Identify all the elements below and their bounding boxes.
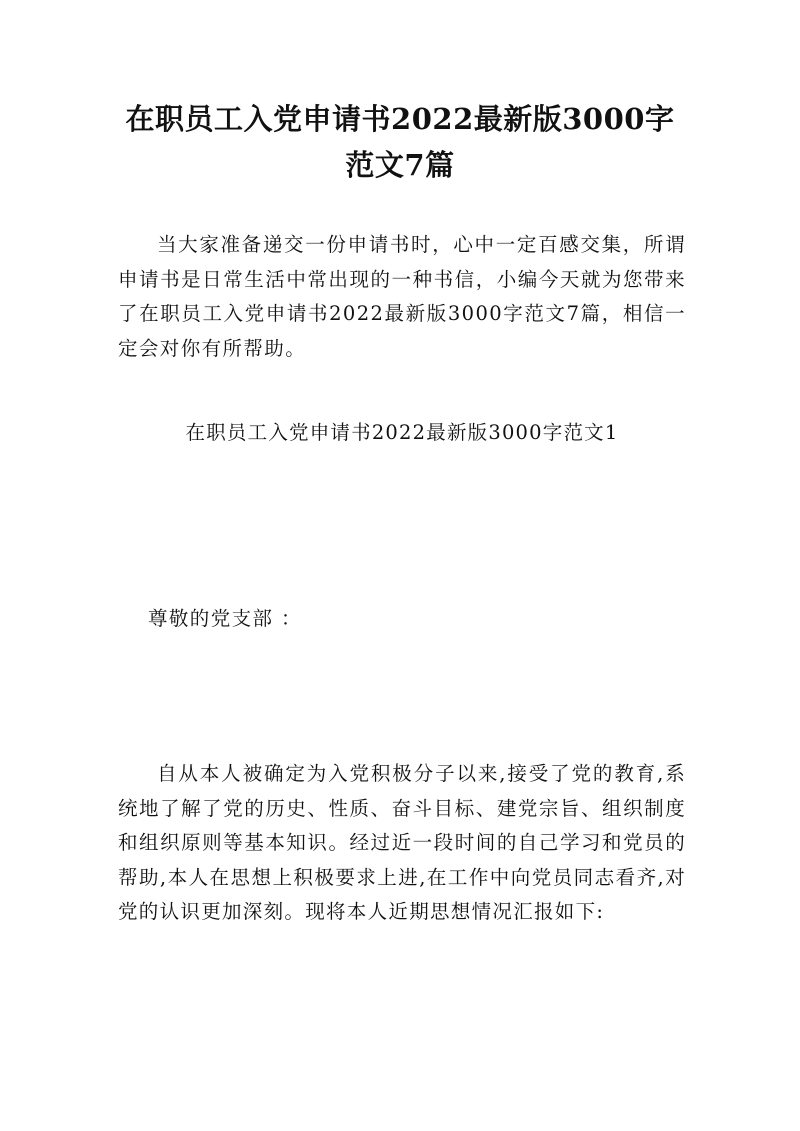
section-heading: 在职员工入党申请书2022最新版3000字范文1 [185, 421, 619, 444]
body-paragraph: 自从本人被确定为入党积极分子以来,接受了党的教育,系统地了解了党的历史、性质、奋斗目标、建党宗旨、组织制度和组织原则等基本知识。经过近一段时间的自己学习和党员的帮助,本人在思想上积极要求上进,在工作中向党员同志看齐,对党的认识更加深刻。现将本人近期思想情况汇报如下: [118, 762, 686, 923]
salutation: 尊敬的党支部 ： [148, 607, 302, 630]
document-title: 在职员工入党申请书2022最新版3000字范文7篇 [125, 102, 675, 182]
intro-paragraph: 当大家准备递交一份申请书时，心中一定百感交集，所谓申请书是日常生活中常出现的一种书信，小编今天就为您带来了在职员工入党申请书2022最新版3000字范文7篇，相信一定会对你有所帮助。 [118, 233, 686, 360]
